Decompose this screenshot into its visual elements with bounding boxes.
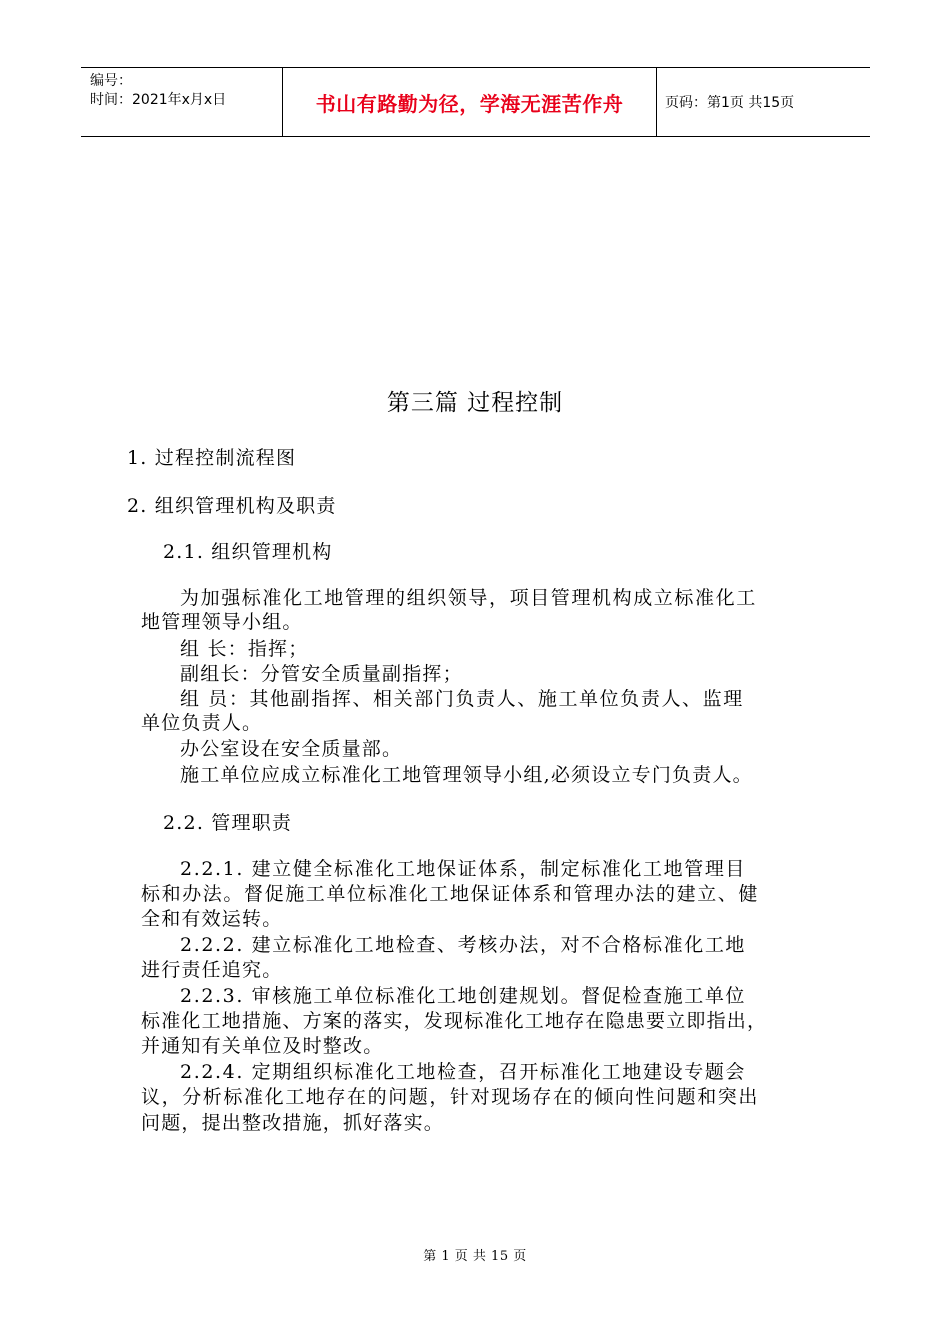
paragraph-line: 全和有效运转。 [141, 908, 283, 930]
paragraph-line: 2.2.3. 审核施工单位标准化工地创建规划。督促检查施工单位 [180, 985, 747, 1007]
paragraph-line: 2.2.2. 建立标准化工地检查、考核办法，对不合格标准化工地 [180, 934, 747, 956]
page-footer: 第 1 页 共 15 页 [423, 1249, 527, 1264]
date-label: 时间：2021年x月x日 [90, 92, 227, 108]
header-page-info: 页码：第1页 共15页 [665, 95, 795, 111]
paragraph-line: 组 长：指挥； [180, 638, 309, 660]
paragraph-line: 副组长：分管安全质量副指挥； [180, 663, 463, 685]
paragraph-line: 办公室设在安全质量部。 [180, 738, 403, 760]
header-left-cell [81, 68, 283, 136]
paragraph-line: 地管理领导小组。 [141, 611, 303, 633]
paragraph-line: 组 员：其他副指挥、相关部门负责人、施工单位负责人、监理 [180, 688, 744, 710]
paragraph-line: 标和办法。督促施工单位标准化工地保证体系和管理办法的建立、健 [141, 883, 760, 905]
paragraph-line: 问题，提出整改措施，抓好落实。 [141, 1112, 445, 1134]
code-label: 编号： [90, 73, 132, 89]
paragraph-line: 为加强标准化工地管理的组织领导，项目管理机构成立标准化工 [180, 587, 757, 609]
header-center-cell [283, 68, 657, 136]
subsection-heading-2-1: 2.1. 组织管理机构 [163, 541, 333, 563]
paragraph-line: 并通知有关单位及时整改。 [141, 1035, 384, 1057]
paragraph-line: 单位负责人。 [141, 712, 263, 734]
paragraph-line: 标准化工地措施、方案的落实，发现标准化工地存在隐患要立即指出， [141, 1010, 768, 1032]
motto: 书山有路勤为径，学海无涯苦作舟 [315, 91, 624, 116]
paragraph-line: 施工单位应成立标准化工地管理领导小组,必须设立专门负责人。 [180, 764, 753, 786]
document-title: 第三篇 过程控制 [386, 390, 564, 416]
subsection-heading-2-2: 2.2. 管理职责 [163, 812, 293, 834]
paragraph-line: 议，分析标准化工地存在的问题，针对现场存在的倾向性问题和突出 [141, 1086, 760, 1108]
page-header [81, 67, 870, 137]
paragraph-line: 进行责任追究。 [141, 959, 283, 981]
paragraph-line: 2.2.1. 建立健全标准化工地保证体系，制定标准化工地管理目 [180, 858, 747, 880]
paragraph-line: 2.2.4. 定期组织标准化工地检查，召开标准化工地建设专题会 [180, 1061, 747, 1083]
section-heading-2: 2. 组织管理机构及职责 [127, 495, 337, 517]
section-heading-1: 1. 过程控制流程图 [127, 447, 297, 469]
